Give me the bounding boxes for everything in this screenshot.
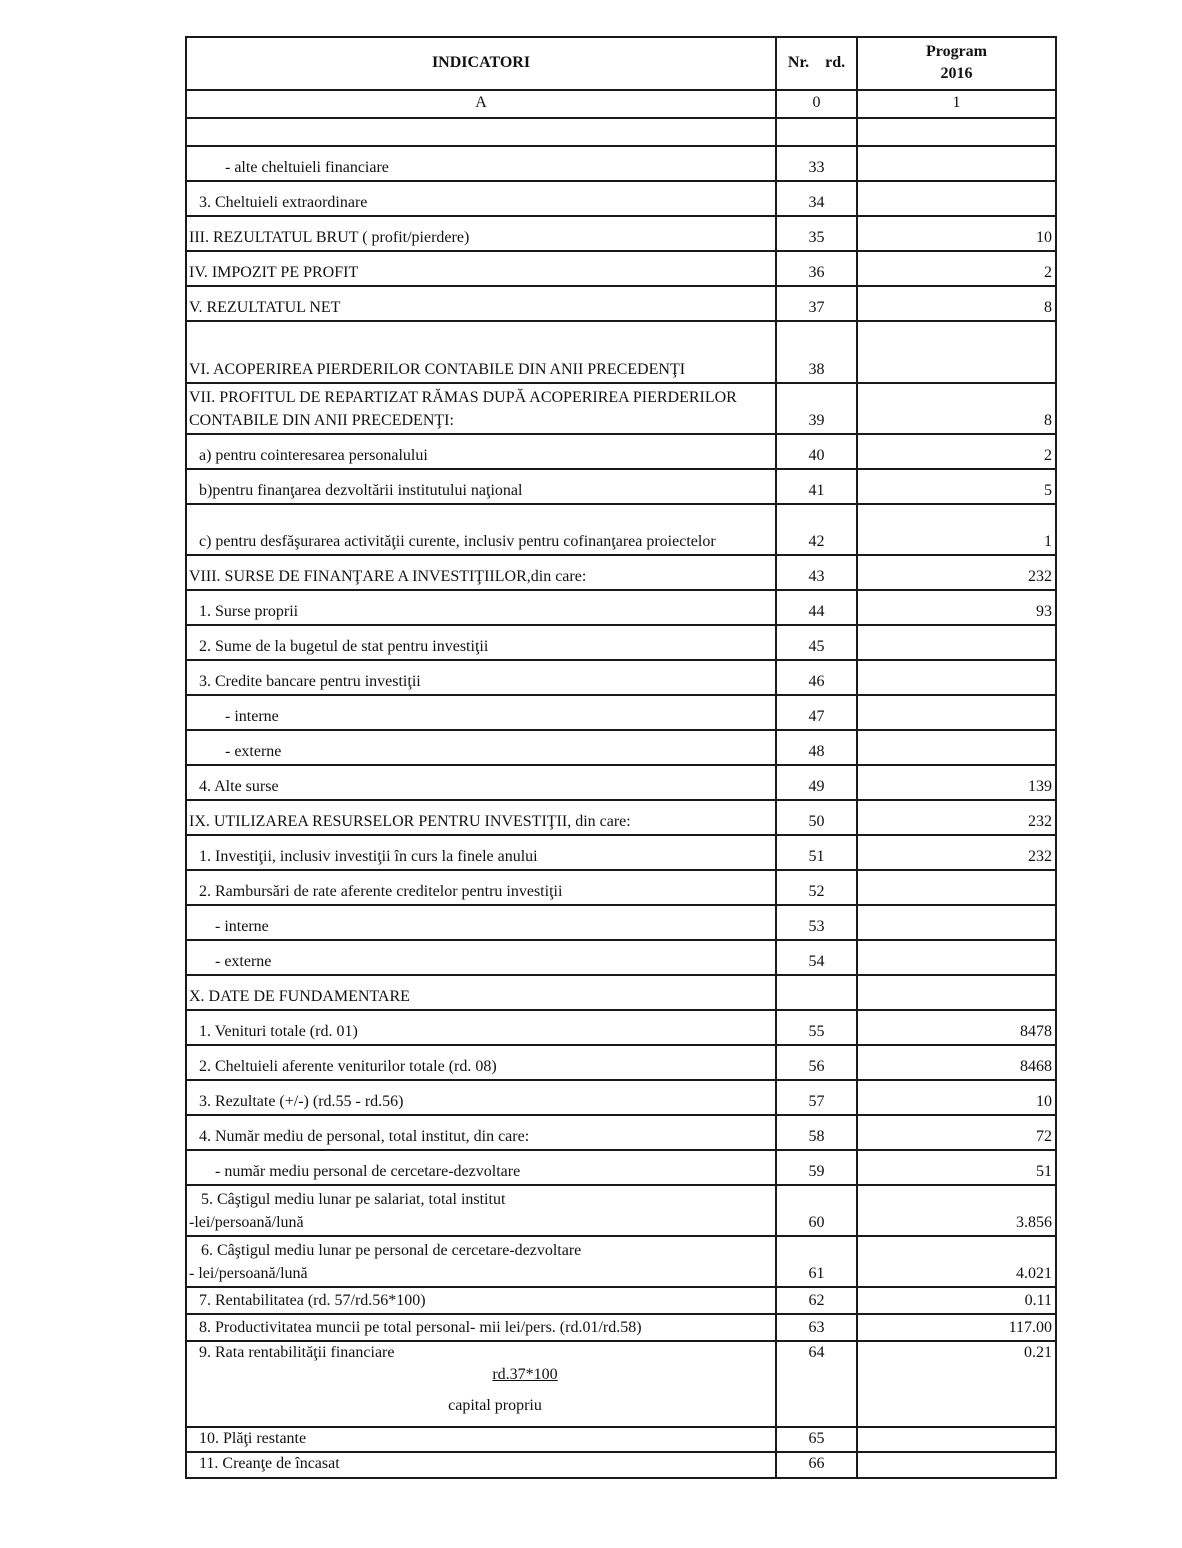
row-label: 3. Rezultate (+/-) (rd.55 - rd.56) — [186, 1080, 776, 1115]
row-value: 0.11 — [857, 1287, 1056, 1314]
row-label: IV. IMPOZIT PE PROFIT — [186, 251, 776, 286]
row-value: 2 — [857, 434, 1056, 469]
row-label: 4. Alte surse — [186, 765, 776, 800]
row-label: 10. Plăţi restante — [186, 1427, 776, 1452]
table-row — [186, 216, 1056, 251]
table-row — [186, 660, 1056, 695]
header-indicatori: INDICATORI — [186, 37, 776, 90]
row-value: 8 — [857, 383, 1056, 434]
row-value — [857, 975, 1056, 1010]
row-label: - interne — [186, 905, 776, 940]
row-value: 10 — [857, 216, 1056, 251]
row-nr: 65 — [776, 1427, 857, 1452]
table-row — [186, 870, 1056, 905]
row-nr: 56 — [776, 1045, 857, 1080]
header-program-label: Program — [925, 42, 987, 60]
row-label: X. DATE DE FUNDAMENTARE — [186, 975, 776, 1010]
row-nr: 54 — [776, 940, 857, 975]
row-label: - număr mediu personal de cercetare-dezvoltare — [186, 1150, 776, 1185]
row-value — [857, 625, 1056, 660]
table-row — [186, 469, 1056, 504]
row-nr: 64 — [776, 1341, 857, 1427]
table-row — [186, 940, 1056, 975]
table-row — [186, 321, 1056, 383]
section-row — [186, 975, 1056, 1010]
table-row — [186, 286, 1056, 321]
header-nr-rd: Nr. rd. — [776, 37, 857, 90]
row-nr: 41 — [776, 469, 857, 504]
row-label: 1. Venituri totale (rd. 01) — [186, 1010, 776, 1045]
table-header-row — [186, 37, 1056, 90]
row-value — [857, 1427, 1056, 1452]
table-row — [186, 1287, 1056, 1314]
row-nr: 44 — [776, 590, 857, 625]
row-value: 4.021 — [857, 1236, 1056, 1287]
table-row — [186, 555, 1056, 590]
row-label: a) pentru cointeresarea personalului — [186, 434, 776, 469]
row-label: VI. ACOPERIREA PIERDERILOR CONTABILE DIN ANII PRECEDENŢI — [186, 321, 776, 383]
row-label-line2: -lei/persoană/lună — [189, 1213, 304, 1231]
header-program-year: 2016 — [940, 65, 973, 82]
row-label: IX. UTILIZAREA RESURSELOR PENTRU INVESTIŢII, din care: — [186, 800, 776, 835]
row-label — [186, 1341, 776, 1427]
row-value: 8468 — [857, 1045, 1056, 1080]
table-row — [186, 1427, 1056, 1452]
row-value: 72 — [857, 1115, 1056, 1150]
row-value: 2 — [857, 251, 1056, 286]
table-row — [186, 1010, 1056, 1045]
table-row — [186, 1236, 1056, 1287]
row-value: 0.21 — [857, 1341, 1056, 1427]
row-value: 1 — [857, 504, 1056, 555]
row-nr: 43 — [776, 555, 857, 590]
row-value — [857, 870, 1056, 905]
row-nr: 51 — [776, 835, 857, 870]
table-row — [186, 905, 1056, 940]
row-label — [186, 1236, 776, 1287]
row-label-text: 9. Rata rentabilităţii financiare — [199, 1344, 395, 1361]
row-label: 3. Cheltuieli extraordinare — [186, 181, 776, 216]
row-value — [857, 321, 1056, 383]
table-row — [186, 181, 1056, 216]
row-label: VIII. SURSE DE FINANŢARE A INVESTIŢIILOR,din care: — [186, 555, 776, 590]
row-value — [857, 660, 1056, 695]
row-value: 10 — [857, 1080, 1056, 1115]
table-row — [186, 251, 1056, 286]
table-row — [186, 504, 1056, 555]
row-label: 1. Investiţii, inclusiv investiţii în curs la finele anului — [186, 835, 776, 870]
row-value — [857, 905, 1056, 940]
row-value: 3.856 — [857, 1185, 1056, 1236]
row-label: V. REZULTATUL NET — [186, 286, 776, 321]
row-value — [857, 146, 1056, 181]
row-nr: 37 — [776, 286, 857, 321]
row-value: 8478 — [857, 1010, 1056, 1045]
row-label: b)pentru finanţarea dezvoltării institutului naţional — [186, 469, 776, 504]
row-nr — [776, 975, 857, 1010]
column-index-a: A — [186, 90, 776, 118]
row-label-line1: 5. Câştigul mediu lunar pe salariat, total institut — [201, 1191, 506, 1209]
row-value: 232 — [857, 800, 1056, 835]
row-value: 5 — [857, 469, 1056, 504]
row-nr: 39 — [776, 383, 857, 434]
row-value: 8 — [857, 286, 1056, 321]
row-label: VII. PROFITUL DE REPARTIZAT RĂMAS DUPĂ ACOPERIREA PIERDERILOR CONTABILE DIN ANII PRECEDENŢI: — [186, 383, 776, 434]
row-nr: 52 — [776, 870, 857, 905]
row-nr: 57 — [776, 1080, 857, 1115]
table-row — [186, 730, 1056, 765]
row-label: 11. Creanţe de încasat — [186, 1452, 776, 1477]
row-nr: 60 — [776, 1185, 857, 1236]
row-nr: 35 — [776, 216, 857, 251]
row-label: c) pentru desfăşurarea activităţii curente, inclusiv pentru cofinanţarea proiectelor — [186, 504, 776, 555]
row-label: 2. Cheltuieli aferente veniturilor totale (rd. 08) — [186, 1045, 776, 1080]
table-row — [186, 1314, 1056, 1341]
row-nr: 53 — [776, 905, 857, 940]
row-value — [857, 940, 1056, 975]
table-row — [186, 1115, 1056, 1150]
table-row — [186, 1341, 1056, 1427]
row-label: - interne — [186, 695, 776, 730]
table-row — [186, 1045, 1056, 1080]
row-label: - alte cheltuieli financiare — [186, 146, 776, 181]
row-value: 232 — [857, 555, 1056, 590]
row-nr: 62 — [776, 1287, 857, 1314]
row-label: 1. Surse proprii — [186, 590, 776, 625]
row-nr: 40 — [776, 434, 857, 469]
row-label: 2. Rambursări de rate aferente creditelor pentru investiţii — [186, 870, 776, 905]
budget-indicators-table — [185, 36, 1057, 1479]
table-row — [186, 383, 1056, 434]
row-nr: 34 — [776, 181, 857, 216]
row-nr: 66 — [776, 1452, 857, 1477]
row-label: 7. Rentabilitatea (rd. 57/rd.56*100) — [186, 1287, 776, 1314]
row-value — [857, 181, 1056, 216]
table-row — [186, 146, 1056, 181]
header-program — [857, 37, 1056, 90]
column-index-1: 1 — [857, 90, 1056, 118]
row-nr: 42 — [776, 504, 857, 555]
row-value: 93 — [857, 590, 1056, 625]
column-index-0: 0 — [776, 90, 857, 118]
table-row — [186, 1185, 1056, 1236]
row-label-line2: - lei/persoană/lună — [189, 1264, 308, 1282]
row-nr: 55 — [776, 1010, 857, 1045]
row-label: III. REZULTATUL BRUT ( profit/pierdere) — [186, 216, 776, 251]
row-value: 139 — [857, 765, 1056, 800]
row-nr: 48 — [776, 730, 857, 765]
row-nr: 50 — [776, 800, 857, 835]
row-nr: 46 — [776, 660, 857, 695]
row-nr: 61 — [776, 1236, 857, 1287]
blank-row — [186, 118, 1056, 146]
row-value: 117.00 — [857, 1314, 1056, 1341]
table-row — [186, 1452, 1056, 1477]
row-nr: 59 — [776, 1150, 857, 1185]
column-index-row — [186, 90, 1056, 118]
row-value — [857, 730, 1056, 765]
table-row — [186, 800, 1056, 835]
row-label: 4. Număr mediu de personal, total institut, din care: — [186, 1115, 776, 1150]
ratio-numerator: rd.37*100 — [492, 1366, 558, 1384]
table-row — [186, 1150, 1056, 1185]
row-label: - externe — [186, 940, 776, 975]
row-nr: 63 — [776, 1314, 857, 1341]
row-nr: 58 — [776, 1115, 857, 1150]
table-row — [186, 434, 1056, 469]
ratio-denominator: capital propriu — [448, 1396, 542, 1414]
row-nr: 38 — [776, 321, 857, 383]
row-nr: 33 — [776, 146, 857, 181]
row-nr: 45 — [776, 625, 857, 660]
row-value — [857, 695, 1056, 730]
table-row — [186, 590, 1056, 625]
row-nr: 49 — [776, 765, 857, 800]
row-nr: 36 — [776, 251, 857, 286]
row-label: - externe — [186, 730, 776, 765]
row-label: 2. Sume de la bugetul de stat pentru investiţii — [186, 625, 776, 660]
row-value: 232 — [857, 835, 1056, 870]
row-label — [186, 1185, 776, 1236]
row-label: 8. Productivitatea muncii pe total personal- mii lei/pers. (rd.01/rd.58) — [186, 1314, 776, 1341]
row-nr: 47 — [776, 695, 857, 730]
table-row — [186, 835, 1056, 870]
row-label: 3. Credite bancare pentru investiţii — [186, 660, 776, 695]
table-row — [186, 695, 1056, 730]
table-row — [186, 765, 1056, 800]
table-row — [186, 1080, 1056, 1115]
row-value: 51 — [857, 1150, 1056, 1185]
table-row — [186, 625, 1056, 660]
row-value — [857, 1452, 1056, 1477]
row-label-line1: 6. Câştigul mediu lunar pe personal de cercetare-dezvoltare — [201, 1242, 582, 1260]
